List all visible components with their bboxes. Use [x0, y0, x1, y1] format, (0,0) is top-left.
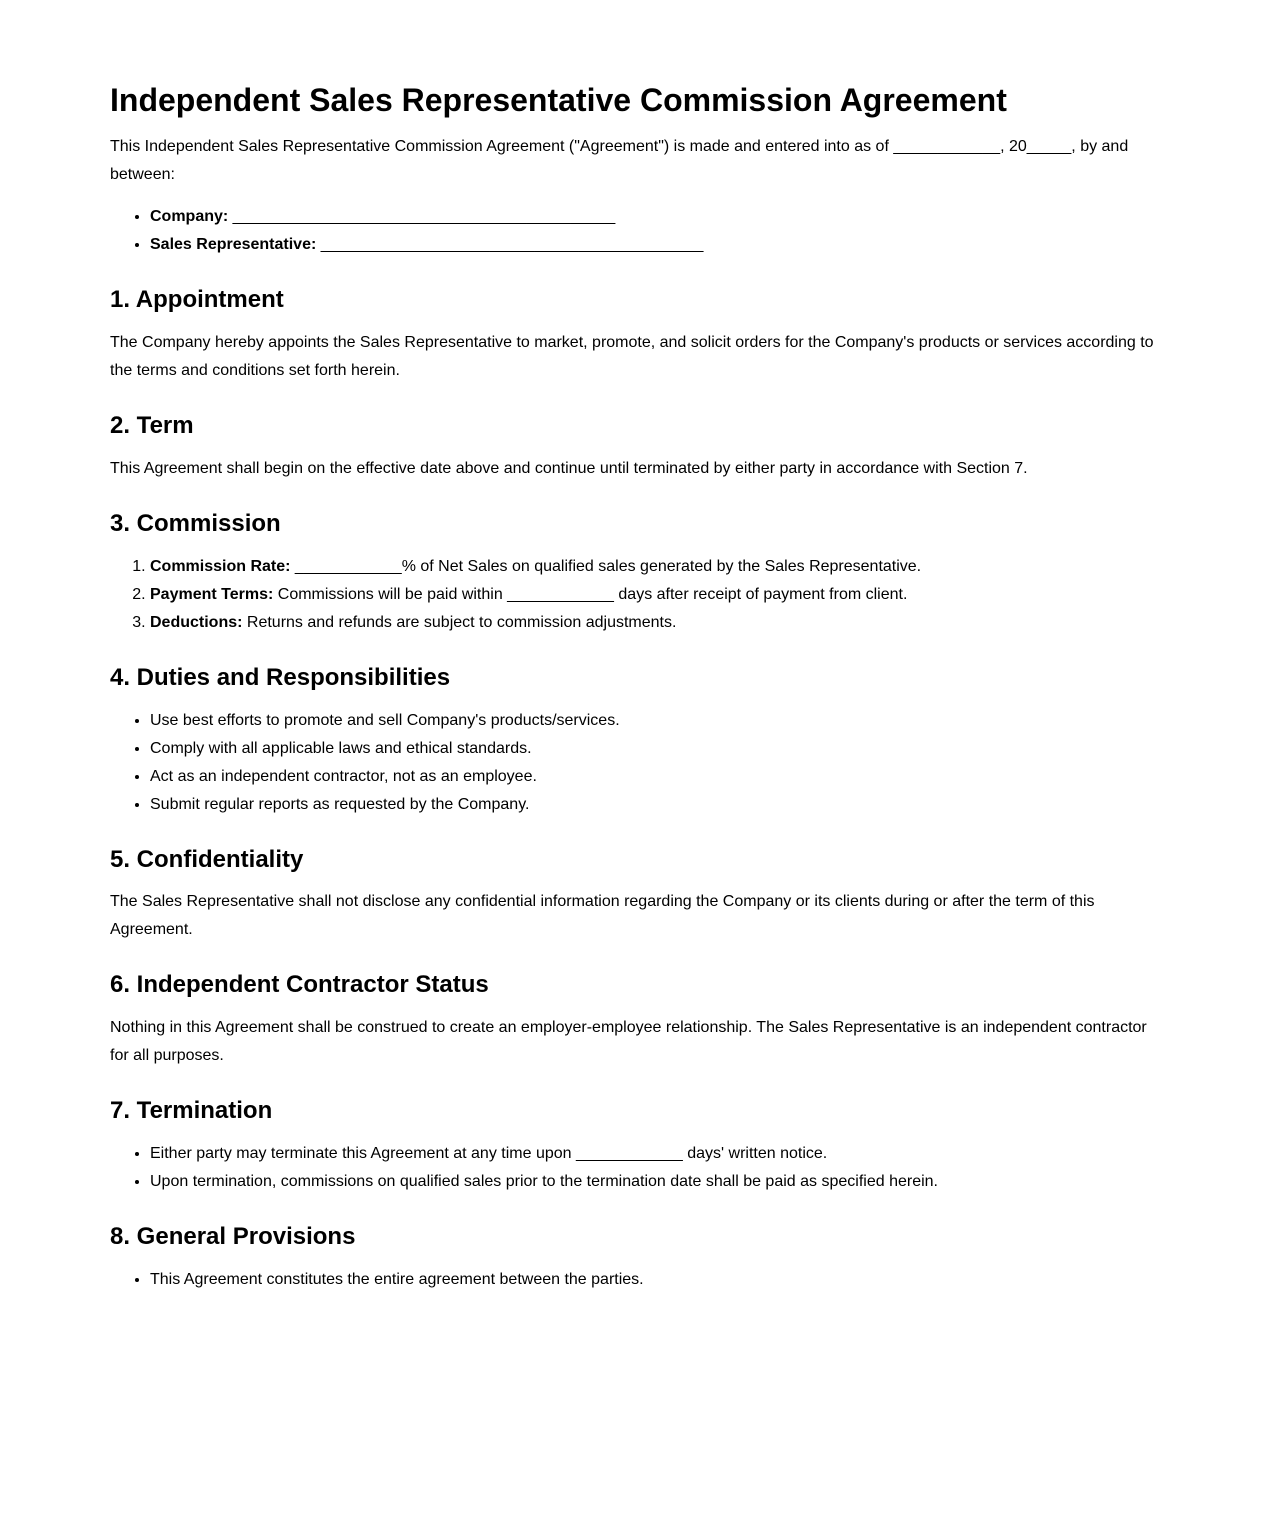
numbered-item-label: Payment Terms:	[150, 585, 274, 603]
section-bullet-list	[110, 1266, 1156, 1294]
section-bullet-list	[110, 707, 1156, 819]
numbered-item-text: ____________% of Net Sales on qualified sales generated by the Sales Representative.	[290, 557, 922, 575]
agreement-section	[110, 1223, 1156, 1294]
section-numbered-list	[110, 553, 1156, 637]
sections-container	[110, 286, 1156, 1293]
bullet-item: • Act as an independent contractor, not as an employee.	[150, 763, 1156, 791]
agreement-section	[110, 1097, 1156, 1196]
section-heading: 1. Appointment	[110, 286, 284, 314]
section-heading: 3. Commission	[110, 509, 281, 537]
bullet-item: • Upon termination, commissions on qualified sales prior to the termination date shall be paid as specified herein.	[150, 1168, 1156, 1196]
numbered-item-text: Returns and refunds are subject to commission adjustments.	[242, 613, 677, 631]
party-blank: ___________________________________________	[228, 208, 616, 226]
numbered-item-label: Deductions:	[150, 613, 243, 631]
bullet-item: • Comply with all applicable laws and ethical standards.	[150, 735, 1156, 763]
bullet-item: • Use best efforts to promote and sell Company's products/services.	[150, 707, 1156, 735]
agreement-section	[110, 286, 1156, 385]
agreement-section	[110, 846, 1156, 945]
section-bullet-list	[110, 1140, 1156, 1196]
page-title: Independent Sales Representative Commission Agreement	[110, 82, 1007, 118]
agreement-section	[110, 412, 1156, 483]
agreement-section	[110, 971, 1156, 1070]
section-paragraph: This Agreement shall begin on the effective date above and continue until terminated by either party in accordance with Section 7.	[110, 459, 1028, 477]
agreement-section	[110, 510, 1156, 637]
parties-list	[110, 203, 1156, 259]
party-label: Sales Representative:	[150, 236, 317, 254]
numbered-item	[150, 581, 1156, 609]
agreement-section	[110, 664, 1156, 819]
party-label: Company:	[150, 208, 229, 226]
section-heading: 7. Termination	[110, 1097, 273, 1125]
intro-paragraph: This Independent Sales Representative Commission Agreement ("Agreement") is made and entered into as of ____________, 20_____, by and between:	[110, 138, 1129, 184]
bullet-item: • Submit regular reports as requested by the Company.	[150, 791, 1156, 819]
numbered-item	[150, 553, 1156, 581]
section-paragraph: Nothing in this Agreement shall be construed to create an employer-employee relationship. The Sales Representative is an independent contractor for all purposes.	[110, 1019, 1147, 1065]
numbered-item	[150, 609, 1156, 637]
section-heading: 2. Term	[110, 412, 194, 440]
section-heading: 5. Confidentiality	[110, 845, 304, 873]
section-paragraph: The Sales Representative shall not disclose any confidential information regarding the Company or its clients during or after the term of this Agreement.	[110, 893, 1095, 939]
numbered-item-text: Commissions will be paid within ____________ days after receipt of payment from client.	[273, 585, 908, 603]
section-heading: 8. General Provisions	[110, 1222, 356, 1250]
bullet-item: • This Agreement constitutes the entire agreement between the parties.	[150, 1266, 1156, 1294]
party-blank: ___________________________________________	[316, 236, 704, 254]
party-item-company	[150, 203, 1156, 231]
section-paragraph: The Company hereby appoints the Sales Representative to market, promote, and solicit orders for the Company's products or services according to the terms and conditions set forth herein.	[110, 334, 1154, 380]
section-heading: 4. Duties and Responsibilities	[110, 663, 451, 691]
bullet-item: • Either party may terminate this Agreement at any time upon ____________ days' written notice.	[150, 1140, 1156, 1168]
party-item-sales-representative	[150, 231, 1156, 259]
section-heading: 6. Independent Contractor Status	[110, 971, 489, 999]
numbered-item-label: Commission Rate:	[150, 557, 291, 575]
